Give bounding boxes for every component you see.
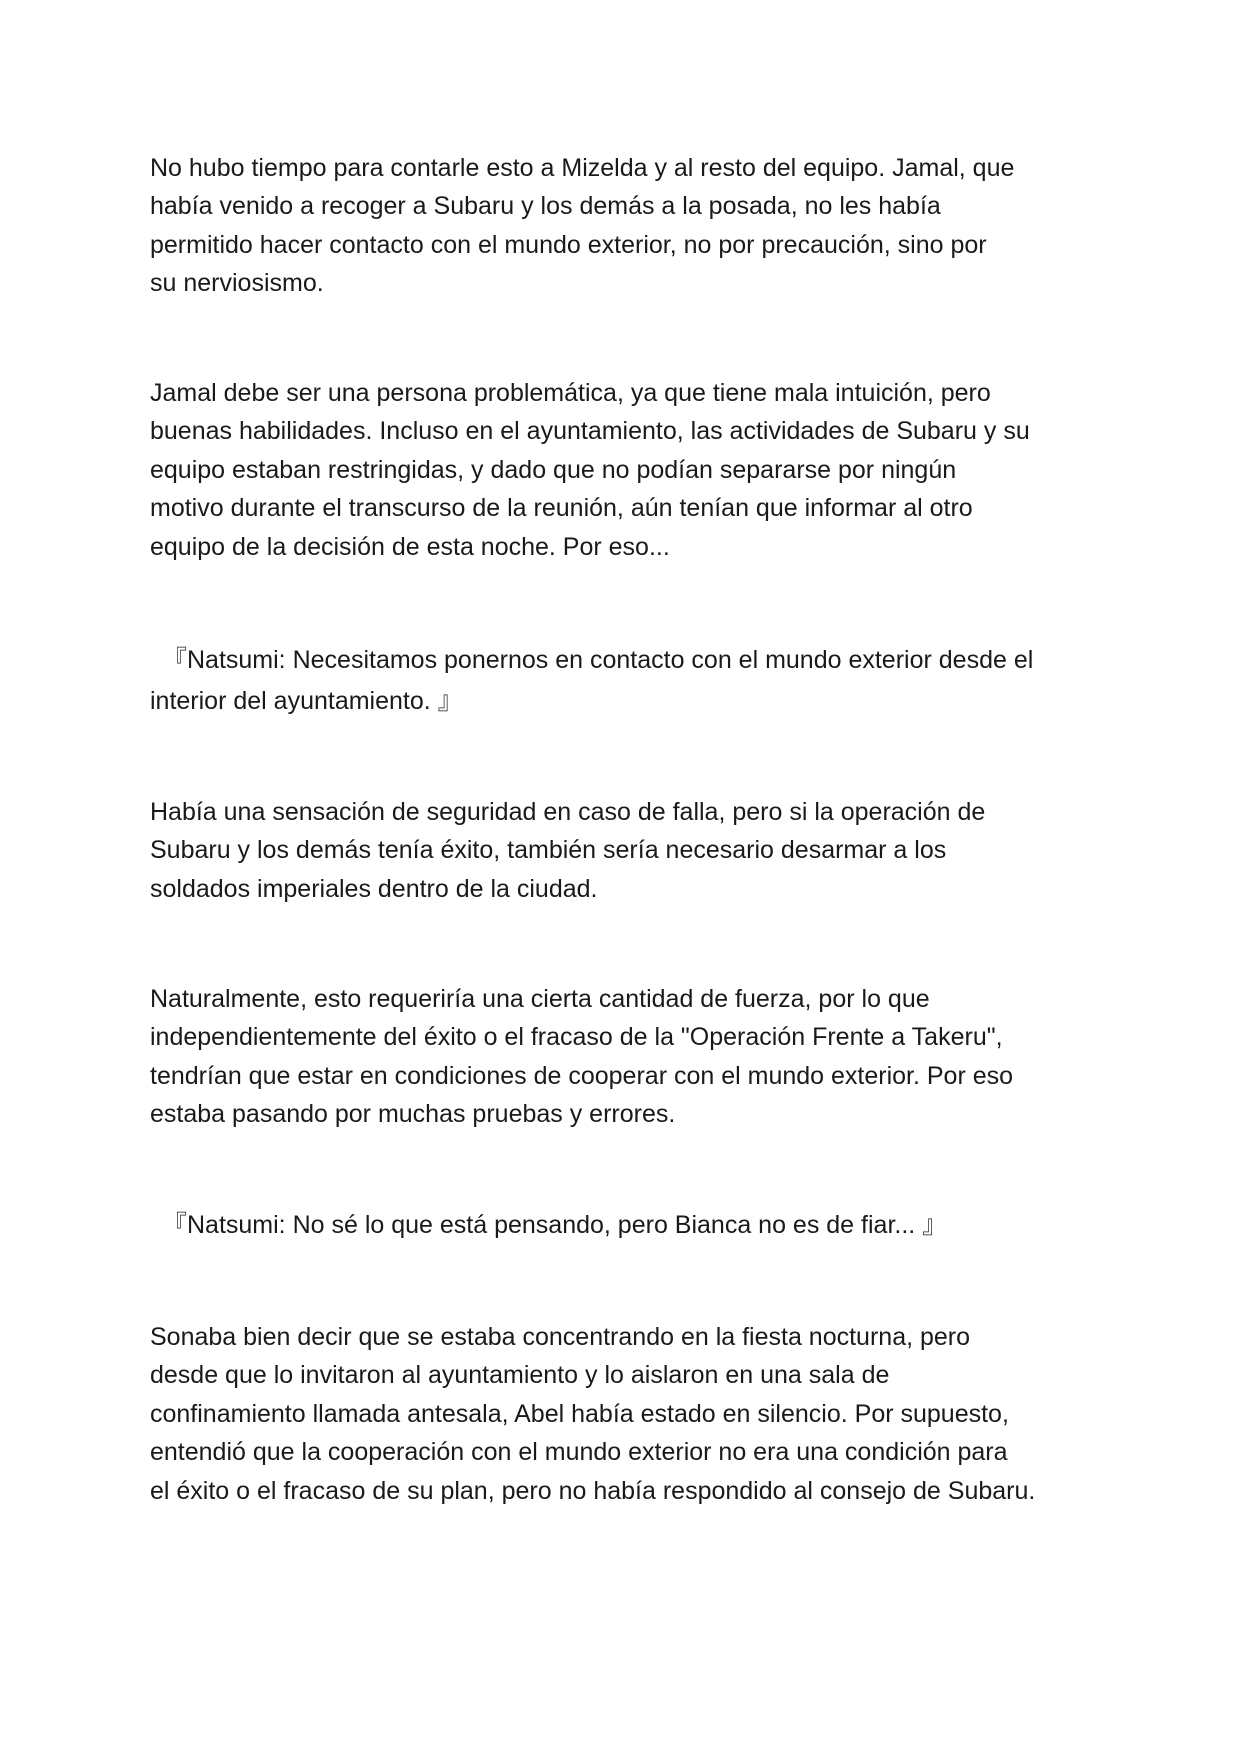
- text-line: confinamiento llamada antesala, Abel había estado en silencio. Por supuesto,: [150, 1399, 1009, 1428]
- text-line: soldados imperiales dentro de la ciudad.: [150, 874, 598, 903]
- text-line: No hubo tiempo para contarle esto a Mizelda y al resto del equipo. Jamal, que: [150, 154, 1015, 182]
- text-line: Naturalmente, esto requeriría una cierta cantidad de fuerza, por lo que: [150, 985, 930, 1013]
- text-line: permitido hacer contacto con el mundo exterior, no por precaución, sino por: [150, 230, 987, 259]
- text-line: Subaru y los demás tenía éxito, también sería necesario desarmar a los: [150, 836, 947, 865]
- text-line: 『Natsumi: No sé lo que está pensando, pero Bianca no es de fiar... 』: [162, 1211, 948, 1239]
- text-line: Había una sensación de seguridad en caso de falla, pero si la operación de: [150, 798, 986, 826]
- text-line: tendrían que estar en condiciones de cooperar con el mundo exterior. Por eso: [150, 1061, 1014, 1090]
- paragraph-1: [150, 149, 1100, 303]
- text-line: desde que lo invitaron al ayuntamiento y lo aislaron en una sala de: [150, 1361, 890, 1390]
- text-line: 『Natsumi: Necesitamos ponernos en contacto con el mundo exterior desde el: [162, 646, 1034, 674]
- text-line: equipo estaban restringidas, y dado que no podían separarse por ningún: [150, 455, 957, 484]
- paragraph-5: [150, 1318, 1100, 1510]
- dialogue-natsumi-1: [150, 640, 1112, 722]
- dialogue-natsumi-2: [162, 1206, 1112, 1244]
- text-line: motivo durante el transcurso de la reunión, aún tenían que informar al otro: [150, 494, 973, 523]
- text-line: Sonaba bien decir que se estaba concentrando en la fiesta nocturna, pero: [150, 1323, 971, 1351]
- text-line: independientemente del éxito o el fracaso de la "Operación Frente a Takeru",: [150, 1023, 1003, 1052]
- paragraph-3: [150, 793, 1100, 908]
- text-line: estaba pasando por muchas pruebas y errores.: [150, 1100, 676, 1129]
- paragraph-2: [150, 374, 1100, 566]
- text-line: interior del ayuntamiento. 』: [150, 687, 463, 715]
- text-line: equipo de la decisión de esta noche. Por eso...: [150, 532, 670, 561]
- text-line: el éxito o el fracaso de su plan, pero no había respondido al consejo de Subaru.: [150, 1476, 1036, 1505]
- text-line: había venido a recoger a Subaru y los demás a la posada, no les había: [150, 192, 941, 221]
- text-line: Jamal debe ser una persona problemática, ya que tiene mala intuición, pero: [150, 379, 991, 407]
- text-line: su nerviosismo.: [150, 269, 324, 298]
- paragraph-4: [150, 980, 1100, 1134]
- text-line: entendió que la cooperación con el mundo exterior no era una condición para: [150, 1438, 1008, 1467]
- text-line: buenas habilidades. Incluso en el ayuntamiento, las actividades de Subaru y su: [150, 417, 1030, 446]
